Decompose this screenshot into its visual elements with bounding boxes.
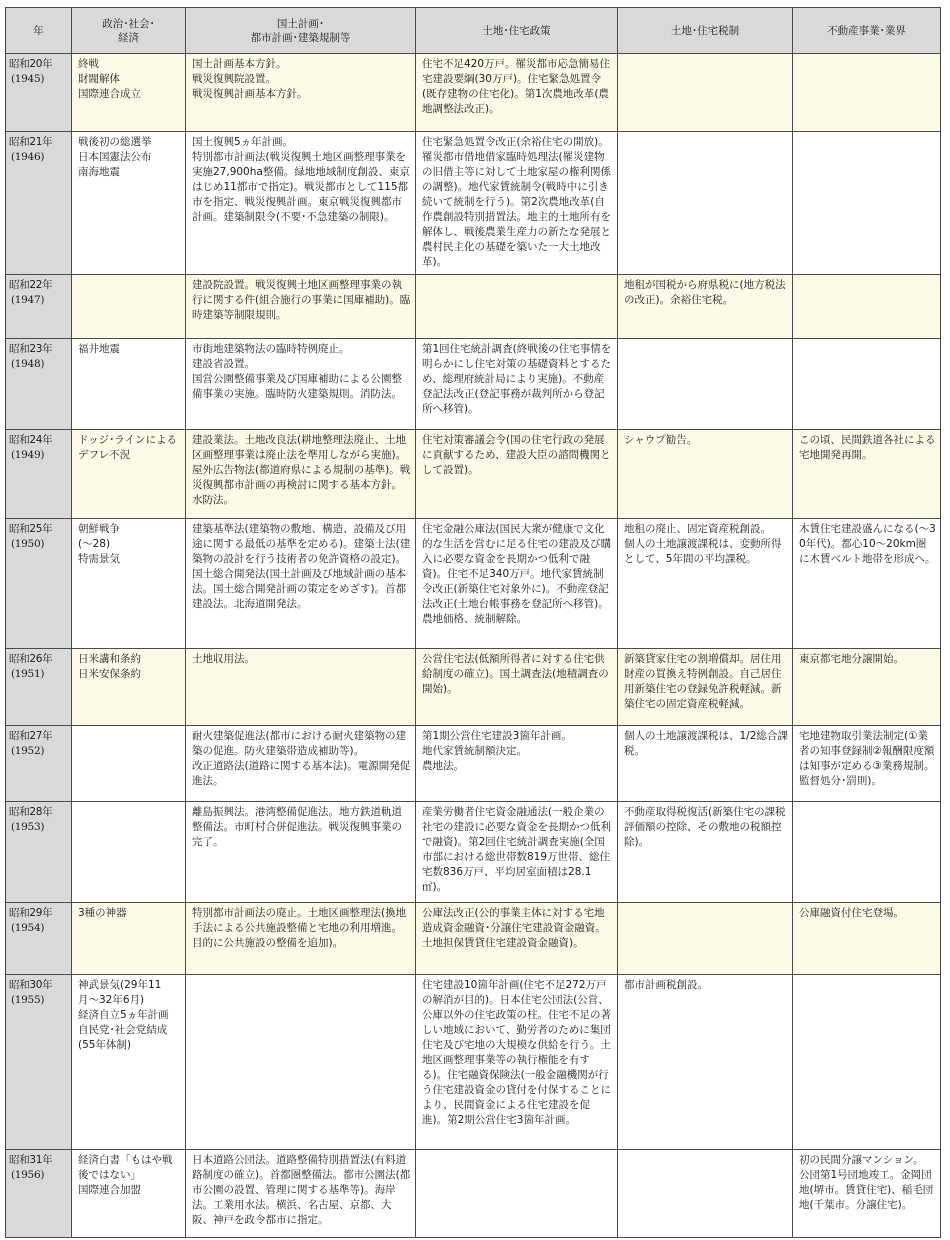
tax-cell: 都市計画税創設。 xyxy=(618,975,793,1150)
header-land-housing-policy: 土地･住宅政策 xyxy=(416,8,618,54)
era-year: 昭和21年 xyxy=(9,136,53,148)
industry-cell: この頃、民間鉄道各社による宅地開発再開。 xyxy=(793,430,941,519)
year-cell xyxy=(6,339,72,430)
western-year: (1956) xyxy=(11,1169,45,1181)
politics-cell: ドッジ･ラインによるデフレ不況 xyxy=(72,430,186,519)
tax-cell xyxy=(618,1150,793,1238)
industry-cell: 東京都宅地分譲開始。 xyxy=(793,649,941,726)
table-row xyxy=(6,975,941,1150)
industry-cell xyxy=(793,275,941,339)
western-year: (1949) xyxy=(11,449,45,461)
land-policy-cell: 公庫法改正(公的事業主体に対する宅地造成資金融資･分譲住宅建設資金融資。土地担保賃貸住宅建設資金融資)。 xyxy=(416,903,618,975)
industry-cell: 宅地建物取引業法制定(①業者の知事登録制②報酬限度額は知事が定める③業務規制。監督処分･罰則)。 xyxy=(793,726,941,802)
era-year: 昭和22年 xyxy=(9,279,53,291)
year-cell xyxy=(6,726,72,802)
politics-cell: 神武景気(29年11月〜32年6月) 経済自立5ヵ年計画 自民党･社会党結成 (55年体制) xyxy=(72,975,186,1150)
industry-cell xyxy=(793,339,941,430)
table-row xyxy=(6,339,941,430)
industry-cell xyxy=(793,54,941,132)
year-cell xyxy=(6,802,72,903)
planning-cell: 建設院設置。戦災復興土地区画整理事業の執行に関する件(組合施行の事業に国庫補助)。臨時建築等制限規則。 xyxy=(186,275,416,339)
planning-cell: 国土復興5ヵ年計画。 特別都市計画法(戦災復興土地区画整理事業を実施27,900ha整備。緑地地域制度創設、東京はじめ11都市で指定)。戦災都市として115都市を指定、戦災復興計画。東京戦災復興都市計画。建築制限令(不要･不急建築の制限)。 xyxy=(186,132,416,275)
planning-cell: 国土計画基本方針。 戦災復興院設置。 戦災復興計画基本方針。 xyxy=(186,54,416,132)
industry-cell xyxy=(793,975,941,1150)
era-year: 昭和25年 xyxy=(9,523,53,535)
header-politics-society-economy: 政治･社会･ 経済 xyxy=(72,8,186,54)
politics-cell: 日米講和条約 日米安保条約 xyxy=(72,649,186,726)
tax-cell: 個人の土地譲渡課税は、1/2総合課税。 xyxy=(618,726,793,802)
year-cell xyxy=(6,54,72,132)
year-cell xyxy=(6,430,72,519)
tax-cell: 地租の廃止、固定資産税創設。 個人の土地譲渡課税は、変動所得として、5年間の平均課税。 xyxy=(618,519,793,649)
western-year: (1954) xyxy=(11,922,45,934)
table-header-row xyxy=(6,8,941,54)
politics-cell xyxy=(72,802,186,903)
politics-cell: 3種の神器 xyxy=(72,903,186,975)
land-housing-history-table xyxy=(5,7,941,1238)
planning-cell: 離島振興法。港湾整備促進法。地方鉄道軌道整備法。市町村合併促進法。戦災復興事業の完了。 xyxy=(186,802,416,903)
land-policy-cell: 住宅緊急処置令改正(余裕住宅の開放)。罹災都市借地借家臨時処理法(罹災建物の旧借主等に対して土地家屋の権利関係の調整)。地代家賃統制令(戦時中に引き続いて統制を行う)。第2次農地改革(自作農創設特別措置法。地主的土地所有を解体し、戦後農業生産力の新たな発展と農村民主化の基礎を築いた一大土地改革)。 xyxy=(416,132,618,275)
land-policy-cell xyxy=(416,275,618,339)
western-year: (1952) xyxy=(11,745,45,757)
table-row xyxy=(6,54,941,132)
planning-cell: 耐火建築促進法(都市における耐火建築物の建築の促進。防火建築帯造成補助等)。 改正道路法(道路に関する基本法)。電源開発促進法。 xyxy=(186,726,416,802)
western-year: (1948) xyxy=(11,358,45,370)
year-cell xyxy=(6,132,72,275)
western-year: (1953) xyxy=(11,821,45,833)
tax-cell xyxy=(618,903,793,975)
tax-cell: シャウプ勧告。 xyxy=(618,430,793,519)
tax-cell xyxy=(618,54,793,132)
western-year: (1945) xyxy=(11,73,45,85)
header-year: 年 xyxy=(6,8,72,54)
land-policy-cell: 第1回住宅統計調査(終戦後の住宅事情を明らかにし住宅対策の基礎資料とするため、総理府統計局により実施)。不動産登記法改正(登記事務が裁判所から登記所へ移管)。 xyxy=(416,339,618,430)
year-cell xyxy=(6,975,72,1150)
header-land-housing-tax: 土地･住宅税制 xyxy=(618,8,793,54)
era-year: 昭和28年 xyxy=(9,806,53,818)
planning-cell: 建築基準法(建築物の敷地、構造、設備及び用途に関する最低の基準を定める)。建築士法(建築物の設計を行う技術者の免許資格の設定)。国土総合開発法(国土計画及び地域計画の基本法。国土総合開発計画の策定をめざす)。首都建設法。北海道開発法。 xyxy=(186,519,416,649)
year-cell xyxy=(6,275,72,339)
era-year: 昭和23年 xyxy=(9,343,53,355)
year-cell xyxy=(6,649,72,726)
table-row xyxy=(6,1150,941,1238)
planning-cell xyxy=(186,975,416,1150)
year-cell xyxy=(6,519,72,649)
header-national-urban-planning: 国土計画･ 都市計画･建築規制等 xyxy=(186,8,416,54)
header-real-estate-industry: 不動産事業･業界 xyxy=(793,8,941,54)
land-policy-cell: 住宅建設10箇年計画(住宅不足272万戸の解消が目的)。日本住宅公団法(公営、公庫以外の住宅政策の柱。住宅不足の著しい地域において、勤労者のために集団住宅及び宅地の大規模な供給を行う。土地区画整理事業等の執行権能を有する)。住宅融資保険法(一般金融機関が行う住宅建設資金の貸付を付保することにより、民間資金による住宅建設を促進)。第2期公営住宅3箇年計画。 xyxy=(416,975,618,1150)
industry-cell: 初の民間分譲マンション。 公団第1号団地竣工。金岡団地(堺市。賃貸住宅)、稲毛団地(千葉市。分譲住宅)。 xyxy=(793,1150,941,1238)
year-cell xyxy=(6,903,72,975)
table-row xyxy=(6,903,941,975)
land-policy-cell: 住宅金融公庫法(国民大衆が健康で文化的な生活を営むに足る住宅の建設及び購入に必要な資金を長期かつ低利で融資)。住宅不足340万戸。地代家賃統制令改正(新築住宅対象外に)。不動産登記法改正(土地台帳事務を登記所へ移管)。農地価格、統制解除。 xyxy=(416,519,618,649)
industry-cell xyxy=(793,132,941,275)
era-year: 昭和27年 xyxy=(9,730,53,742)
land-policy-cell: 公営住宅法(低額所得者に対する住宅供給制度の確立)。国土調査法(地積調査の開始)。 xyxy=(416,649,618,726)
land-policy-cell xyxy=(416,1150,618,1238)
table-row xyxy=(6,430,941,519)
table-row xyxy=(6,802,941,903)
tax-cell: 新築貸家住宅の割増償却。居住用財産の買換え特例創設。自己居住用新築住宅の登録免許税軽減。新築住宅の固定資産税軽減。 xyxy=(618,649,793,726)
planning-cell: 日本道路公団法。道路整備特別措置法(有料道路制度の確立)。首都圏整備法。都市公園法(都市公園の設置、管理に関する基準等)。海岸法。工業用水法。横浜、名古屋、京都、大阪、神戸を政令都市に指定。 xyxy=(186,1150,416,1238)
land-policy-cell: 住宅不足420万戸。罹災都市応急簡易住宅建設要綱(30万戸)。住宅緊急処置令(既存建物の住宅化)。第1次農地改革(農地調整法改正)。 xyxy=(416,54,618,132)
era-year: 昭和30年 xyxy=(9,979,53,991)
politics-cell: 朝鮮戦争 (〜28) 特需景気 xyxy=(72,519,186,649)
era-year: 昭和26年 xyxy=(9,653,53,665)
politics-cell xyxy=(72,726,186,802)
planning-cell: 土地収用法。 xyxy=(186,649,416,726)
era-year: 昭和29年 xyxy=(9,907,53,919)
table-row xyxy=(6,132,941,275)
year-cell xyxy=(6,1150,72,1238)
tax-cell: 地租が国税から府県税に(地方税法の改正)。余裕住宅税。 xyxy=(618,275,793,339)
politics-cell: 経済白書「もはや戦後ではない」 国際連合加盟 xyxy=(72,1150,186,1238)
industry-cell xyxy=(793,802,941,903)
table-row xyxy=(6,726,941,802)
tax-cell xyxy=(618,339,793,430)
table-row xyxy=(6,649,941,726)
western-year: (1950) xyxy=(11,538,45,550)
land-policy-cell: 産業労働者住宅資金融通法(一般企業の社宅の建設に必要な資金を長期かつ低利で融資)。第2回住宅統計調査実施(全国市部における総世帯数819万世帯、総住宅数836万戸、平均居室面積は28.1㎡)。 xyxy=(416,802,618,903)
western-year: (1955) xyxy=(11,994,45,1006)
western-year: (1946) xyxy=(11,151,45,163)
western-year: (1951) xyxy=(11,668,45,680)
era-year: 昭和24年 xyxy=(9,434,53,446)
industry-cell: 公庫融資付住宅登場。 xyxy=(793,903,941,975)
planning-cell: 建設業法。土地改良法(耕地整理法廃止、土地区画整理事業は廃止法を準用しながら実施)。屋外広告物法(都道府県による規制の基準)。戦災復興都市計画の再検討に関する基本方針。水防法。 xyxy=(186,430,416,519)
history-table-container xyxy=(5,7,940,1238)
industry-cell: 木賃住宅建設盛んになる(〜30年代)。都心10〜20km圏に木賃ベルト地帯を形成へ。 xyxy=(793,519,941,649)
land-policy-cell: 第1期公営住宅建設3箇年計画。 地代家賃統制額決定。 農地法。 xyxy=(416,726,618,802)
planning-cell: 特別都市計画法の廃止。土地区画整理法(換地手法による公共施設整備と宅地の利用増進。目的に公共施設の整備を追加)。 xyxy=(186,903,416,975)
politics-cell xyxy=(72,275,186,339)
table-row xyxy=(6,275,941,339)
era-year: 昭和20年 xyxy=(9,58,53,70)
politics-cell: 福井地震 xyxy=(72,339,186,430)
politics-cell: 戦後初の総選挙 日本国憲法公布 南海地震 xyxy=(72,132,186,275)
tax-cell xyxy=(618,132,793,275)
tax-cell: 不動産取得税復活(新築住宅の課税評価額の控除、その敷地の税額控除)。 xyxy=(618,802,793,903)
western-year: (1947) xyxy=(11,294,45,306)
politics-cell: 終戦 財閥解体 国際連合成立 xyxy=(72,54,186,132)
era-year: 昭和31年 xyxy=(9,1154,53,1166)
land-policy-cell: 住宅対策審議会令(国の住宅行政の発展に貢献するため、建設大臣の諮問機関として設置)。 xyxy=(416,430,618,519)
table-row xyxy=(6,519,941,649)
planning-cell: 市街地建築物法の臨時特例廃止。 建設省設置。 国営公園整備事業及び国庫補助による公園整備事業の実施。臨時防火建築規則。消防法。 xyxy=(186,339,416,430)
